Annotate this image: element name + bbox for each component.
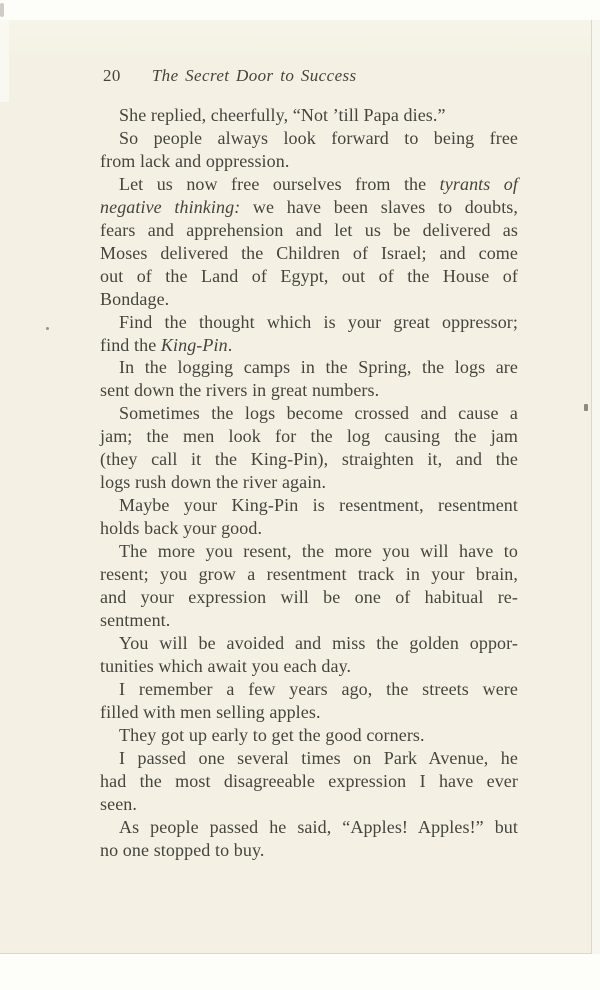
text-line: I passed one several times on Park Avenue, he — [119, 747, 518, 768]
text-line: find the King-Pin. — [100, 334, 233, 355]
paragraph — [100, 311, 518, 357]
paragraph — [100, 724, 518, 747]
text-line: Moses delivered the Children of Israel; and come — [100, 242, 518, 263]
text-line: had the most disagreeable expression I have ever — [100, 770, 518, 791]
paragraph — [100, 632, 518, 678]
text-line: The more you resent, the more you will have to — [119, 541, 518, 562]
text-line: Sometimes the logs become crossed and cause a — [119, 403, 518, 424]
text-line: from lack and oppression. — [100, 150, 290, 171]
text-line: and your expression will be one of habitual re- — [100, 587, 518, 608]
scan-corner-mark — [0, 3, 4, 17]
text-line: sentment. — [100, 609, 171, 630]
paragraph — [100, 402, 518, 494]
text-line: You will be avoided and miss the golden oppor- — [119, 632, 518, 653]
text-line: Maybe your King-Pin is resentment, resentment — [119, 495, 518, 516]
text-line: Find the thought which is your great oppressor; — [119, 311, 518, 332]
scanner-glare — [0, 20, 9, 102]
text-line: sent down the rivers in great numbers. — [100, 380, 380, 401]
dust-speck — [46, 327, 49, 330]
page-header — [103, 66, 357, 86]
text-line: fears and apprehension and let us be delivered as — [100, 219, 518, 240]
running-title: The Secret Door to Success — [151, 66, 357, 85]
page-edge-right — [592, 20, 600, 954]
text-line: filled with men selling apples. — [100, 701, 321, 722]
text-line: logs rush down the river again. — [100, 472, 327, 493]
text-line: Let us now free ourselves from the tyrants of — [119, 173, 518, 194]
text-line: jam; the men look for the log causing the jam — [100, 426, 518, 447]
page-number: 20 — [103, 66, 121, 85]
paragraph — [100, 173, 518, 311]
text-line: tunities which await you each day. — [100, 655, 352, 676]
text-line: As people passed he said, “Apples! Apples!” but — [119, 816, 518, 837]
text-line: In the logging camps in the Spring, the logs are — [119, 357, 518, 378]
paragraph — [100, 678, 518, 724]
page-body — [100, 104, 518, 861]
text-line: holds back your good. — [100, 518, 263, 539]
paragraph — [100, 127, 518, 173]
text-line: I remember a few years ago, the streets were — [119, 678, 518, 699]
paragraph — [100, 747, 518, 816]
paragraph — [100, 104, 518, 127]
paragraph — [100, 356, 518, 402]
text-line: seen. — [100, 793, 137, 814]
text-line: Bondage. — [100, 288, 170, 309]
text-line: negative thinking: we have been slaves to doubts, — [100, 196, 518, 217]
text-line: They got up early to get the good corners. — [119, 724, 425, 745]
text-line: She replied, cheerfully, “Not ’till Papa dies.” — [119, 105, 446, 125]
text-line: resent; you grow a resentment track in your brain, — [100, 564, 518, 585]
text-line: So people always look forward to being free — [119, 127, 518, 148]
paragraph — [100, 540, 518, 632]
dust-speck — [584, 404, 588, 411]
text-line: out of the Land of Egypt, out of the House of — [100, 265, 518, 286]
text-line: (they call it the King-Pin), straighten it, and the — [100, 449, 518, 470]
text-line: no one stopped to buy. — [100, 839, 265, 860]
paragraph — [100, 494, 518, 540]
paragraph — [100, 816, 518, 862]
